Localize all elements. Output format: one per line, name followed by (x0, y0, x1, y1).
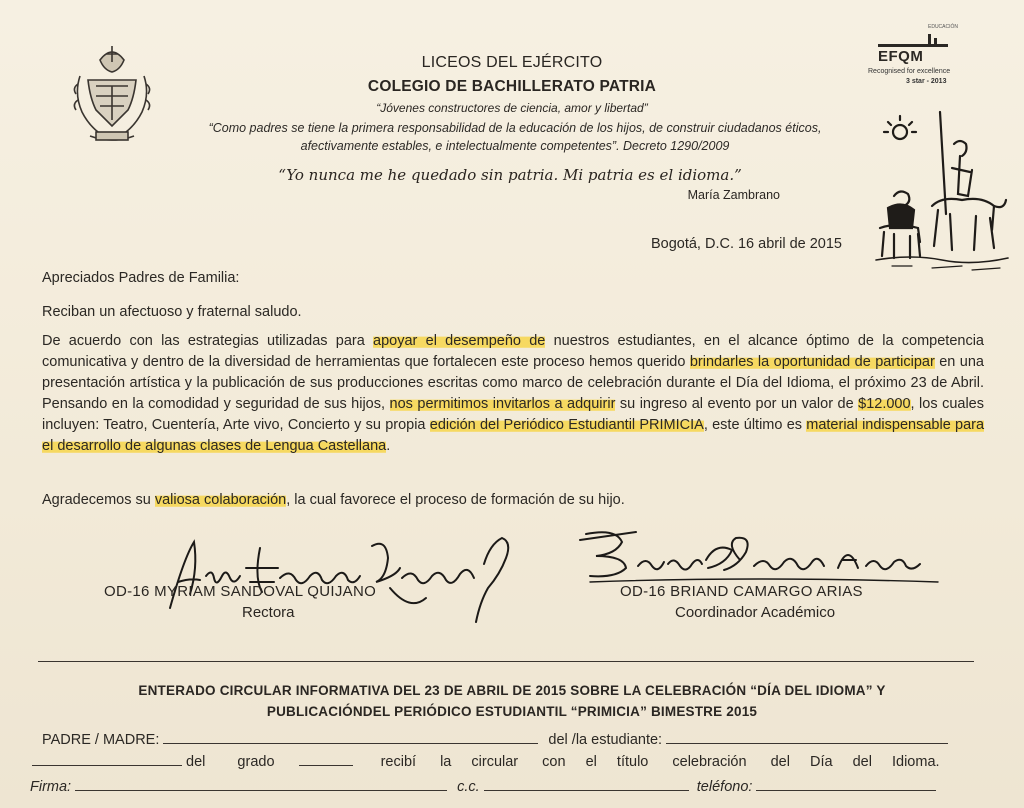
id-number-field[interactable] (484, 776, 689, 791)
slip-word: celebración (672, 754, 747, 770)
slip-word: Día (809, 754, 833, 770)
idioma-quote: “Yo nunca me he quedado sin patria. Mi patria es el idioma.” (278, 166, 742, 184)
decree-quote-line-1: “Como padres se tiene la primera responsabilidad de la educación de los hijos, de construir ciudadanos éticos, (208, 121, 822, 135)
grade-field[interactable] (299, 751, 353, 766)
slip-word: recibí (380, 754, 417, 770)
don-quixote-sketch-icon (872, 110, 1012, 280)
detach-line (38, 661, 974, 662)
decree-quote-line-2: afectivamente estables, e intelectualmente competentes”. Decreto 1290/2009 (300, 139, 730, 153)
phone-label: teléfono: (696, 779, 753, 795)
slip-row-signature (30, 776, 994, 795)
thanks-text: , la cual favorece el proceso de formación de su hijo. (286, 492, 625, 508)
highlighted-text: material indispensable para el desarrollo de algunas clases de Lengua Castellana (42, 417, 985, 454)
letter-salutation: Reciban un afectuoso y fraternal saludo. (42, 304, 302, 320)
slip-word: grado (237, 754, 275, 770)
decree-quote (170, 119, 860, 155)
slip-word: del (852, 754, 872, 770)
quote-author: María Zambrano (687, 188, 780, 202)
school-motto: “Jóvenes constructores de ciencia, amor y libertad” (376, 101, 648, 115)
signature-label: Firma: (30, 779, 72, 795)
paragraph-text: . (386, 438, 391, 454)
slip-row-grade (32, 751, 996, 770)
efqm-small-label: EDUCACIÓN (928, 24, 959, 30)
paragraph-text: nuestros estudiantes, en el alcance óptimo de la competencia comunicativa y dentro de la diversidad de herramientas que fortalecen este proceso hemos querido (42, 333, 984, 370)
highlighted-text: edición del Periódico Estudiantil PRIMICIA (429, 417, 704, 433)
paragraph-text: su ingreso al evento por un valor de (615, 396, 859, 412)
slip-title-line-1: ENTERADO CIRCULAR INFORMATIVA DEL 23 DE ABRIL DE 2015 SOBRE LA CELEBRACIÓN “DÍA DEL IDIOMA” Y (138, 683, 886, 698)
slip-word: la (440, 754, 452, 770)
highlighted-price: $12.000 (858, 396, 911, 412)
highlighted-text: apoyar el desempeño de (373, 333, 546, 349)
letter-greeting: Apreciados Padres de Familia: (42, 270, 240, 286)
paragraph-text: De acuerdo con las estrategias utilizadas para (42, 333, 374, 349)
coordinator-role: Coordinador Académico (675, 604, 836, 621)
paragraph-text: , este último es (703, 417, 807, 433)
student-extra-field[interactable] (32, 751, 182, 766)
slip-word: Idioma. (891, 754, 940, 770)
slip-title-line-2: PUBLICACIÓNDEL PERIÓDICO ESTUDIANTIL “PRIMICIA” BIMESTRE 2015 (266, 704, 758, 719)
coordinator-signature (576, 520, 946, 590)
highlighted-text: brindarles la oportunidad de participar (689, 354, 935, 370)
slip-word: del (770, 754, 790, 770)
highlighted-text: nos permitimos invitarlos a adquirir (389, 396, 616, 412)
efqm-logo: EFQM (878, 48, 924, 65)
efqm-star-text: 3 star - 2013 (906, 78, 947, 85)
rector-name: OD-16 MYRIAM SANDOVAL QUIJANO (104, 583, 377, 600)
letter-body-paragraph (42, 331, 984, 457)
letter-thanks (42, 490, 625, 511)
school-name: COLEGIO DE BACHILLERATO PATRIA (367, 78, 657, 95)
thanks-text: Agradecemos su (42, 492, 155, 508)
student-name-field[interactable] (666, 729, 948, 744)
student-label: del /la estudiante: (548, 732, 663, 748)
rector-signature (150, 528, 530, 624)
slip-word: con (542, 754, 566, 770)
phone-field[interactable] (756, 776, 936, 791)
signature-field[interactable] (75, 776, 447, 791)
slip-word: circular (471, 754, 519, 770)
slip-word: del (186, 754, 206, 770)
id-label: c.c. (457, 779, 480, 795)
parent-label: PADRE / MADRE: (42, 732, 160, 748)
paragraph-text: , los cuales incluyen: Teatro, Cuentería, Arte vivo, Concierto y su propia (42, 396, 984, 433)
slip-row-parent (42, 729, 992, 748)
coordinator-name: OD-16 BRIAND CAMARGO ARIAS (620, 583, 863, 600)
paragraph-text: en una presentación artística y la publicación de sus producciones escritas como marco de celebración durante el Día del Idioma, el próximo 23 de Abril. Pensando en la comodidad y seguridad de sus hijos, (42, 354, 984, 412)
rector-role: Rectora (242, 604, 295, 621)
slip-word: el (585, 754, 597, 770)
institution-name: LICEOS DEL EJÉRCITO (421, 54, 603, 71)
parent-name-field[interactable] (163, 729, 538, 744)
efqm-recognised-text: Recognised for excellence (868, 68, 951, 75)
highlighted-text: valiosa colaboración (154, 492, 287, 508)
letter-date: Bogotá, D.C. 16 abril de 2015 (650, 236, 842, 252)
slip-word: título (616, 754, 649, 770)
